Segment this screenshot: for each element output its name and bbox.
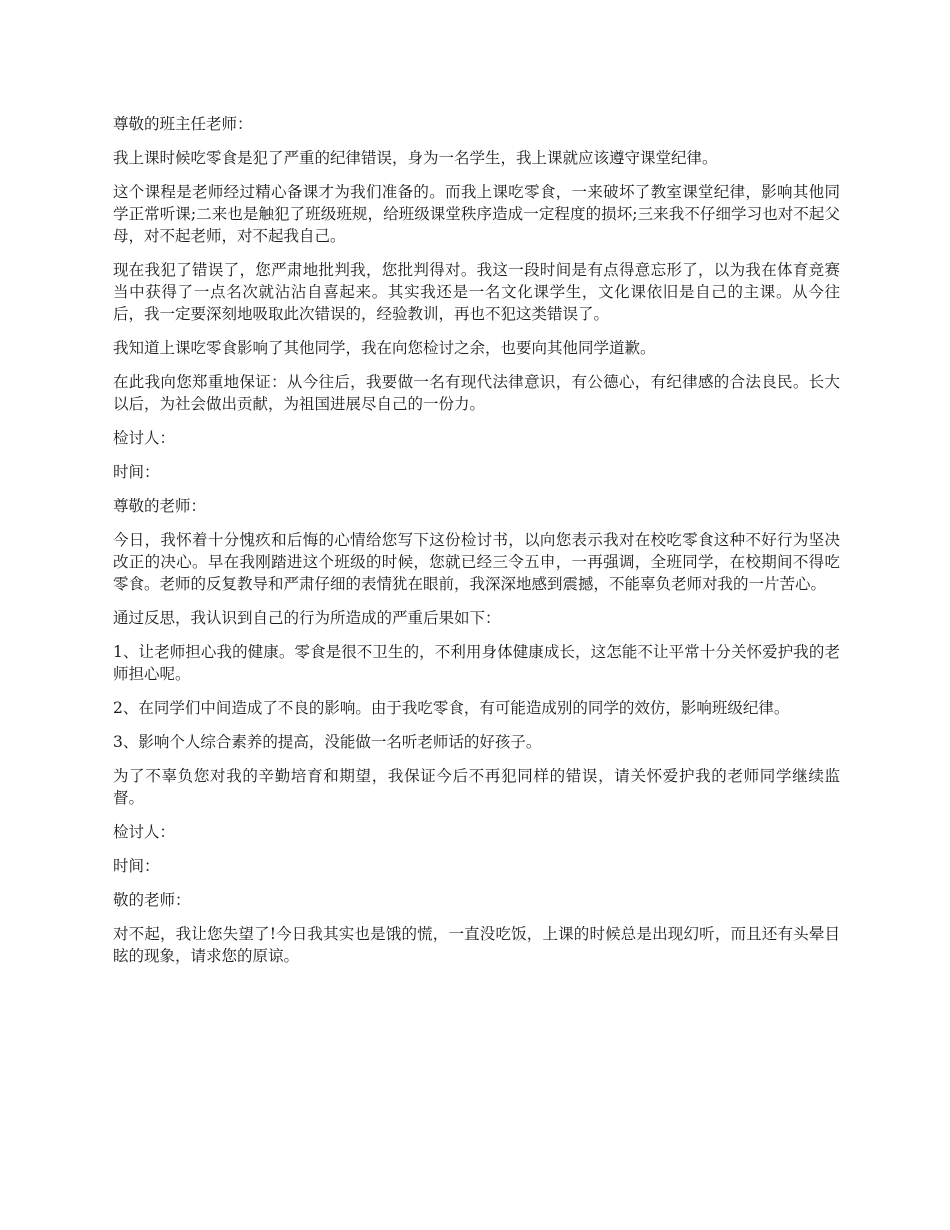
list-item: 1、让老师担心我的健康。零食是很不卫生的，不利用身体健康成长，这怎能不让平常十分关怀爱护我的老师担心呢。 [113, 643, 840, 683]
paragraph: 今日，我怀着十分愧疚和后悔的心情给您写下这份检讨书，以向您表示我对在校吃零食这种不好行为坚决改正的决心。早在我刚踏进这个班级的时候，您就已经三令五申，一再强调，全班同学，在校期间不得吃零食。老师的反复教导和严肃仔细的表情犹在眼前，我深深地感到震撼，不能辜负老师对我的一片苦心。 [113, 531, 840, 593]
paragraph: 现在我犯了错误了，您严肃地批判我，您批判得对。我这一段时间是有点得意忘形了，以为我在体育竞赛当中获得了一点名次就沾沾自喜起来。其实我还是一名文化课学生，文化课依旧是自己的主课。从今往后，我一定要深刻地吸取此次错误的，经验教训，再也不犯这类错误了。 [113, 261, 840, 323]
salutation-3: 敬的老师： [113, 891, 191, 909]
salutation-1: 尊敬的班主任老师： [113, 115, 253, 133]
document-body [113, 113, 840, 979]
date-label: 时间： [113, 463, 160, 481]
list-item: 3、影响个人综合素养的提高，没能做一名听老师话的好孩子。 [113, 733, 542, 751]
paragraph: 对不起，我让您失望了!今日我其实也是饿的慌，一直没吃饭，上课的时候总是出现幻听，而且还有头晕目眩的现象，请求您的原谅。 [113, 925, 840, 965]
salutation-2: 尊敬的老师： [113, 497, 207, 515]
paragraph: 这个课程是老师经过精心备课才为我们准备的。而我上课吃零食，一来破坏了教室课堂纪律，影响其他同学正常听课;二来也是触犯了班级班规，给班级课堂秩序造成一定程度的损坏;三来我不仔细学习也对不起父母，对不起老师，对不起我自己。 [113, 183, 840, 245]
paragraph: 通过反思，我认识到自己的行为所造成的严重后果如下： [113, 609, 501, 627]
paragraph: 我知道上课吃零食影响了其他同学，我在向您检讨之余，也要向其他同学道歉。 [113, 339, 656, 357]
list-item: 2、在同学们中间造成了不良的影响。由于我吃零食，有可能造成别的同学的效仿，影响班级纪律。 [113, 699, 790, 717]
paragraph: 在此我向您郑重地保证：从今往后，我要做一名有现代法律意识，有公德心，有纪律感的合法良民。长大以后，为社会做出贡献，为祖国进展尽自己的一份力。 [113, 373, 840, 413]
signature-label: 检讨人： [113, 823, 176, 841]
date-label: 时间： [113, 857, 160, 875]
paragraph: 我上课时候吃零食是犯了严重的纪律错误，身为一名学生，我上课就应该遵守课堂纪律。 [113, 149, 718, 167]
paragraph: 为了不辜负您对我的辛勤培育和期望，我保证今后不再犯同样的错误，请关怀爱护我的老师同学继续监督。 [113, 767, 840, 807]
signature-label: 检讨人： [113, 429, 176, 447]
